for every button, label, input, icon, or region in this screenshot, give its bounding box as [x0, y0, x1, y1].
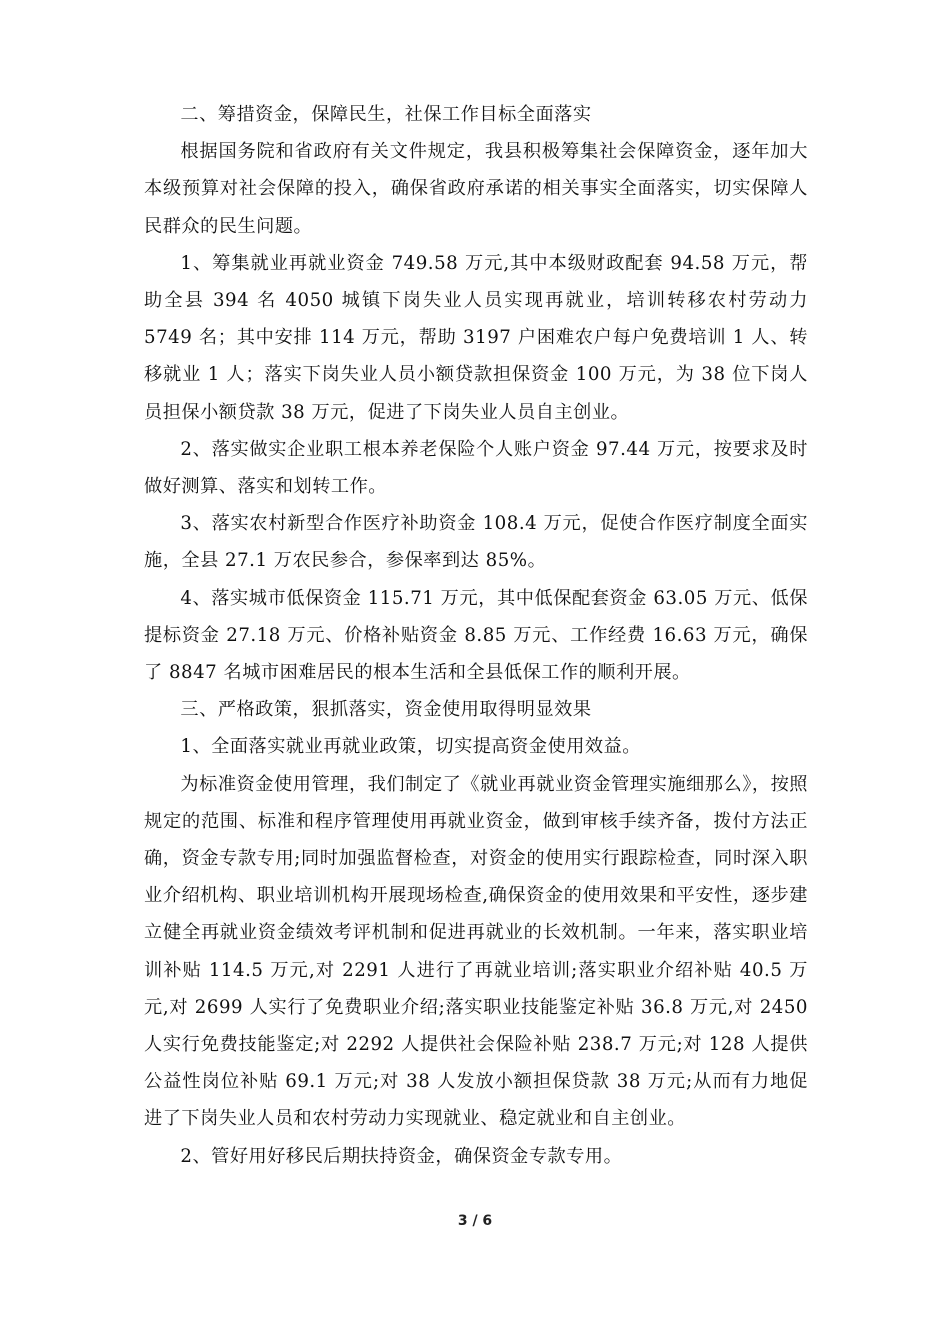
page-number: 3 / 6 [457, 1213, 493, 1229]
paragraph-item-2: 2、落实做实企业职工根本养老保险个人账户资金 97.44 万元，按要求及时做好测算、落实和划转工作。 [144, 438, 808, 498]
paragraph-item-4: 4、落实城市低保资金 115.71 万元，其中低保配套资金 63.05 万元、低保提标资金 27.18 万元、价格补贴资金 8.85 万元、工作经费 16.63 万元，确保了 8847 名城市困难居民的根本生活和全县低保工作的顺利开展。 [144, 587, 808, 684]
paragraph-subheading-2: 2、管好用好移民后期扶持资金，确保资金专款专用。 [180, 1145, 623, 1167]
paragraph-subheading-1: 1、全面落实就业再就业政策，切实提高资金使用效益。 [180, 736, 641, 758]
section-heading-3: 三、严格政策，狠抓落实，资金使用取得明显效果 [180, 699, 592, 721]
paragraph-item-3: 3、落实农村新型合作医疗补助资金 108.4 万元，促使合作医疗制度全面实施，全县 27.1 万农民参合，参保率到达 85%。 [144, 513, 808, 572]
paragraph-item-1: 1、筹集就业再就业资金 749.58 万元,其中本级财政配套 94.58 万元，帮助全县 394 名 4050 城镇下岗失业人员实现再就业，培训转移农村劳动力 5749 名；其中安排 114 万元，帮助 3197 户困难农户每户免费培训 1 人、转移就业 1 人；落实下岗失业人员小额贷款担保资金 100 万元，为 38 位下岗人员担保小额贷款 38 万元，促进了下岗失业人员自主创业。 [144, 252, 808, 423]
paragraph-funds-management: 为标准资金使用管理，我们制定了《就业再就业资金管理实施细那么》，按照规定的范围、标准和程序管理使用再就业资金，做到审核手续齐备，拨付方法正确，资金专款专用;同时加强监督检查，对资金的使用实行跟踪检查，同时深入职业介绍机构、职业培训机构开展现场检查,确保资金的使用效果和平安性，逐步建立健全再就业资金绩效考评机制和促进再就业的长效机制。一年来，落实职业培训补贴 114.5 万元,对 2291 人进行了再就业培训;落实职业介绍补贴 40.5 万元,对 2699 人实行了免费职业介绍;落实职业技能鉴定补贴 36.8 万元,对 2450 人实行免费技能鉴定;对 2292 人提供社会保险补贴 238.7 万元;对 128 人提供公益性岗位补贴 69.1 万元;对 38 人发放小额担保贷款 38 万元;从而有力地促进了下岗失业人员和农村劳动力实现就业、稳定就业和自主创业。 [144, 773, 808, 1130]
paragraph-intro: 根据国务院和省政府有关文件规定，我县积极筹集社会保障资金，逐年加大本级预算对社会保障的投入，确保省政府承诺的相关事实全面落实，切实保障人民群众的民生问题。 [144, 141, 808, 237]
document-body [144, 96, 808, 1175]
section-heading-2: 二、筹措资金，保障民生，社保工作目标全面落实 [180, 104, 592, 125]
